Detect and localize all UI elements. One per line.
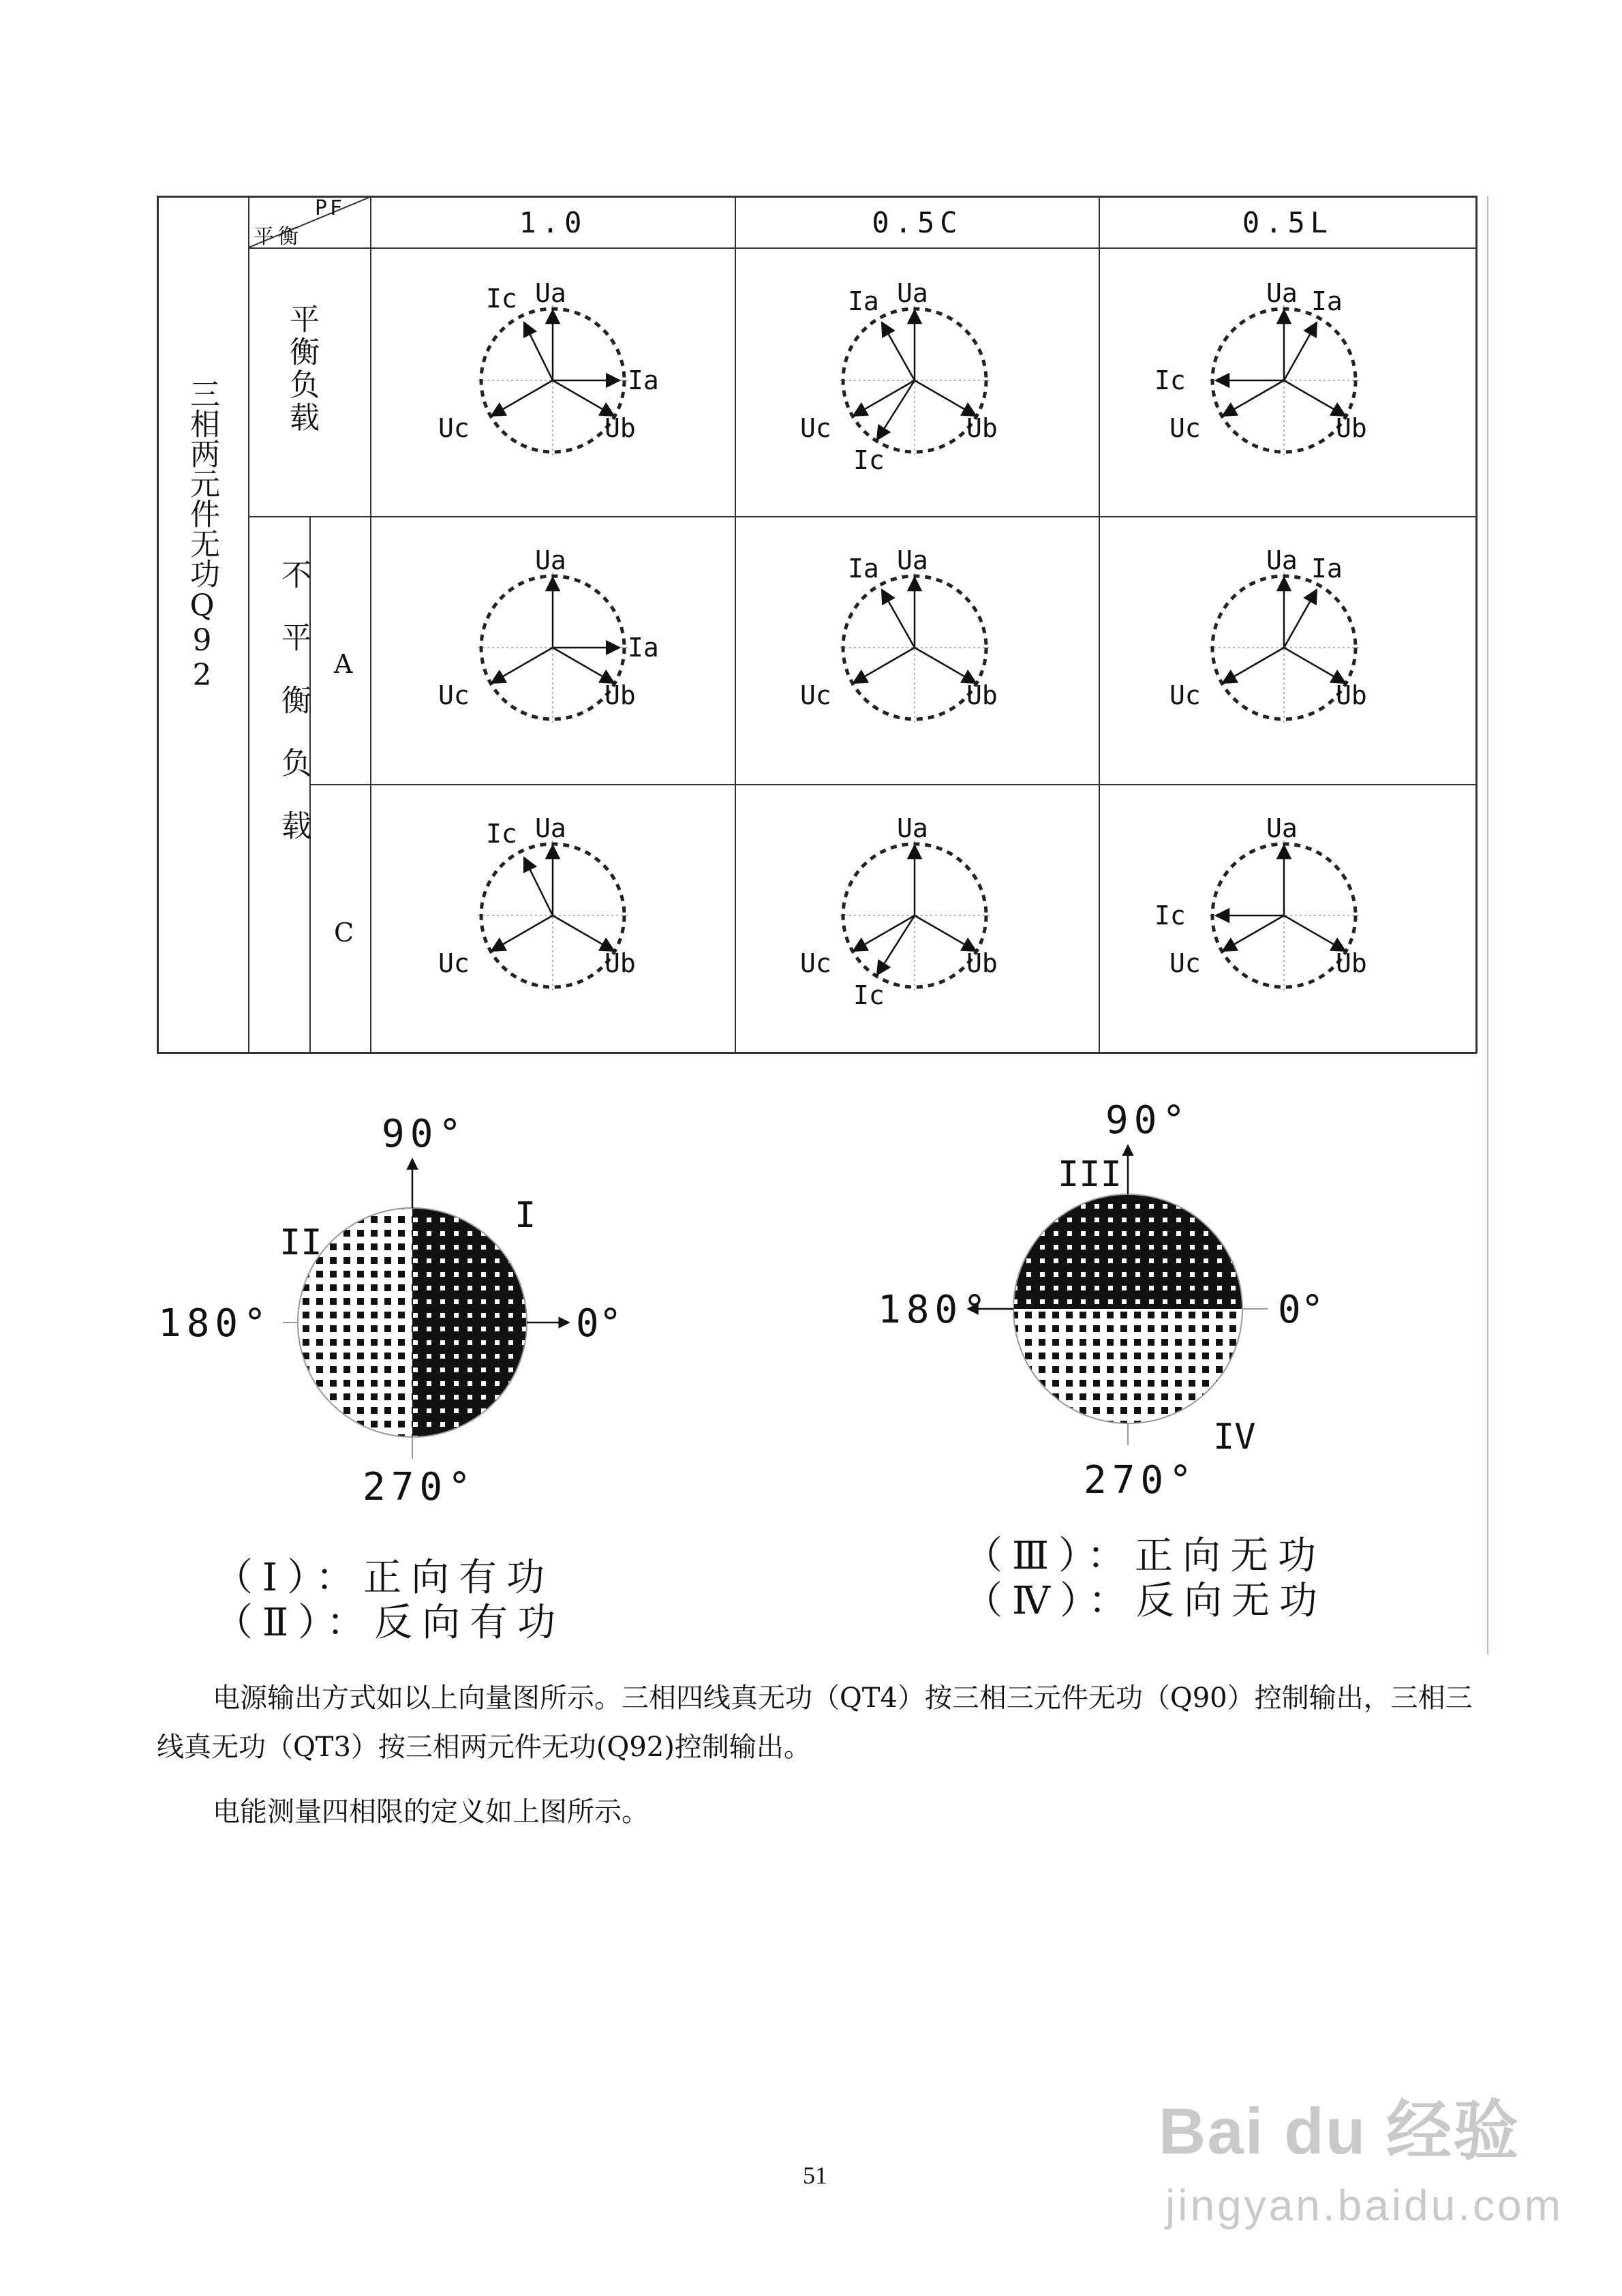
label-ic: Ic <box>1154 901 1186 931</box>
corner-label-balance: 平衡 <box>254 225 303 249</box>
legend-forward-reactive: （Ⅲ）：正向无功 <box>964 1534 1326 1578</box>
label-ub: Ub <box>605 680 636 710</box>
label-180: 180° <box>158 1301 272 1346</box>
label-ub: Ub <box>605 948 636 978</box>
phasor-diagram-r3c2 <box>744 789 1085 1048</box>
label-270: 270° <box>1084 1458 1197 1502</box>
table-border-left <box>157 196 159 1053</box>
label-ua: Ua <box>897 545 928 575</box>
label-0: 0° <box>1278 1288 1324 1332</box>
sub-row-label-a: A <box>334 649 353 679</box>
corner-label-pf: PF <box>315 196 346 220</box>
label-ia: Ia <box>1311 286 1343 316</box>
label-ia: Ia <box>848 286 879 316</box>
column-header-1: 1.0 <box>519 206 587 239</box>
label-270: 270° <box>363 1465 476 1509</box>
column-header-3: 0.5L <box>1242 206 1334 239</box>
label-ic: Ic <box>853 980 885 1010</box>
table-line-row1 <box>249 516 1477 517</box>
quadrant-diagram-reactive <box>859 1104 1404 1507</box>
label-ub: Ub <box>605 413 636 443</box>
label-uc: Uc <box>800 680 831 710</box>
watermark-brand: Bai du 经验 <box>1159 2095 1520 2168</box>
label-uc: Uc <box>438 948 470 978</box>
label-ia: Ia <box>848 554 879 584</box>
label-ua: Ua <box>897 278 928 308</box>
table-vline-c2 <box>735 196 736 1053</box>
table-border-bottom <box>157 1052 1477 1054</box>
label-90: 90° <box>1105 1104 1191 1143</box>
quadrant-diagram-power <box>150 1118 695 1520</box>
legend-forward-active: （Ⅰ）：正向有功 <box>215 1556 555 1600</box>
phasor-diagram-r3c1 <box>382 789 723 1048</box>
label-uc: Uc <box>1169 680 1201 710</box>
phasor-diagram-r2c1 <box>382 522 723 781</box>
table-vline-main <box>248 196 249 1053</box>
label-uc: Uc <box>800 413 831 443</box>
phasor-diagram-r1c1 <box>382 254 723 513</box>
label-ic: Ic <box>1154 365 1186 395</box>
main-row-label: 三相两元件无功Q92 <box>185 378 219 693</box>
phasor-diagram-r2c2 <box>744 522 1085 781</box>
label-ub: Ub <box>1336 948 1367 978</box>
label-0: 0° <box>576 1301 622 1346</box>
paragraph-quadrant-definition: 电能测量四相限的定义如上图所示。 <box>213 1796 649 1828</box>
label-ua: Ua <box>1266 278 1298 308</box>
table-vline-c3 <box>1099 196 1100 1053</box>
label-ic: Ic <box>853 445 885 475</box>
label-ic: Ic <box>486 819 517 849</box>
table-line-row2 <box>310 784 1477 785</box>
label-90: 90° <box>382 1118 468 1156</box>
label-ua: Ua <box>535 813 566 843</box>
unbalanced-load-label: 不平衡负载 <box>276 559 311 873</box>
label-180: 180° <box>878 1288 992 1332</box>
label-ia: Ia <box>1311 554 1343 584</box>
label-uc: Uc <box>800 948 831 978</box>
label-ia: Ia <box>628 365 659 395</box>
margin-line <box>1487 196 1488 1655</box>
phasor-diagram-r1c2 <box>744 254 1085 513</box>
label-ua: Ua <box>535 278 566 308</box>
label-ia: Ia <box>628 633 659 663</box>
label-ub: Ub <box>1336 680 1367 710</box>
label-ua: Ua <box>1266 813 1298 843</box>
legend-left <box>215 1556 565 1646</box>
phasor-diagram-r1c3 <box>1114 254 1454 513</box>
phasor-diagram-r3c3 <box>1114 789 1454 1048</box>
label-ub: Ub <box>966 680 998 710</box>
label-q1: I <box>515 1195 536 1236</box>
label-uc: Uc <box>438 413 470 443</box>
paragraph-output-mode: 电源输出方式如以上向量图所示。三相四线真无功（QT4）按三相三元件无功（Q90）控制输出，三相三线真无功（QT3）按三相两元件无功(Q92)控制输出。 <box>157 1682 1473 1763</box>
label-ub: Ub <box>966 948 998 978</box>
column-header-2: 0.5C <box>872 206 963 239</box>
label-uc: Uc <box>438 680 470 710</box>
legend-reverse-reactive: （Ⅳ）：反向无功 <box>964 1579 1327 1623</box>
watermark-url: jingyan.baidu.com <box>1165 2181 1563 2230</box>
label-uc: Uc <box>1169 413 1201 443</box>
label-uc: Uc <box>1169 948 1201 978</box>
legend-right <box>964 1534 1327 1624</box>
table-border-right <box>1475 196 1478 1053</box>
label-q4: IV <box>1213 1417 1256 1457</box>
legend-reverse-active: （Ⅱ）：反向有功 <box>215 1601 566 1645</box>
label-q3: III <box>1058 1154 1122 1195</box>
label-ua: Ua <box>535 545 566 575</box>
table-line-header <box>249 247 1477 249</box>
balanced-load-label: 平衡负载 <box>284 303 319 434</box>
label-ic: Ic <box>486 284 517 314</box>
phasor-diagram-r2c3 <box>1114 522 1454 781</box>
label-ub: Ub <box>966 413 998 443</box>
label-ub: Ub <box>1336 413 1367 443</box>
label-ua: Ua <box>897 813 928 843</box>
label-q2: II <box>279 1222 322 1263</box>
page-number: 51 <box>803 2162 827 2189</box>
sub-row-label-c: C <box>334 918 354 948</box>
table-vline-c1 <box>370 196 371 1053</box>
label-ua: Ua <box>1266 545 1298 575</box>
